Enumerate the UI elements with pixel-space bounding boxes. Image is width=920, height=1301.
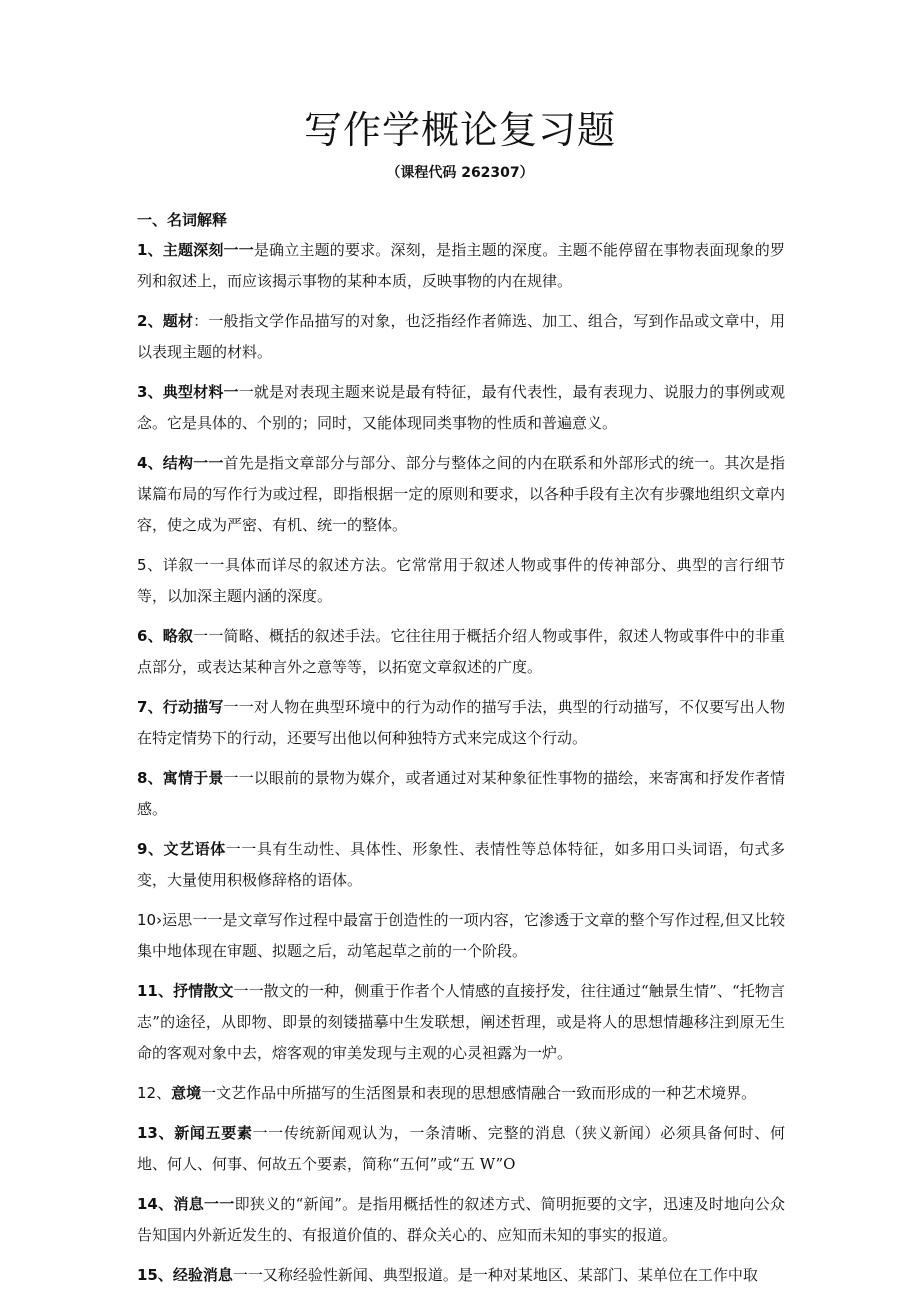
definition-entry: [137, 976, 785, 1069]
document-title: 写作学概论复习题: [303, 108, 616, 152]
entry-number: 5、: [137, 556, 163, 574]
entry-number: 15、: [137, 1266, 173, 1284]
definition-entry: [137, 621, 785, 683]
entry-text: 一一简略、概括的叙述手法。它往往用于概括介绍人物或事件，叙述人物或事件中的非重点部分，或表达某种言外之意等等，以拓宽文章叙述的广度。: [137, 627, 785, 676]
definition-entry: [137, 692, 785, 754]
entry-number: 13、: [137, 1124, 175, 1142]
entry-text: 一一具有生动性、具体性、形象性、表情性等总体特征，如多用口头词语，句式多变，大量使用积极修辞格的语体。: [137, 840, 785, 889]
entry-text: 具体而详尽的叙述方法。它常常用于叙述人物或事件的传神部分、典型的言行细节等，以加深主题内涵的深度。: [137, 556, 785, 605]
entry-text: 一一传统新闻观认为，一条清晰、完整的消息（狭义新闻）必须具备何时、何地、何人、何事、何故五个要素，简称“五何”或“五 W”O: [137, 1124, 785, 1173]
entry-text: 一一散文的一种，侧重于作者个人情感的直接抒发，往往通过“触景生情”、“托物言志”的途径，从即物、即景的刻镂描摹中生发联想，阐述哲理，或是将人的思想情趣移注到原无生命的客观对象中去，熔客观的审美发现与主观的心灵袒露为一炉。: [137, 982, 786, 1062]
term-definition-list: [137, 235, 785, 1300]
course-code-subtitle: （课程代码 262307）: [386, 165, 534, 181]
definition-entry: [137, 306, 785, 368]
entry-number: 11、: [137, 982, 174, 1000]
entry-term: 新闻五要素: [174, 1124, 253, 1142]
entry-number: 8、: [137, 769, 163, 787]
entry-term: 消息一一: [173, 1195, 235, 1213]
entry-term: 主题深刻一一: [162, 241, 254, 259]
entry-term: 略叙: [162, 627, 194, 645]
definition-entry: [137, 1078, 785, 1109]
entry-text: 是文章写作过程中最富于创造性的一项内容，它渗透于文章的整个写作过程,但又比较集中地体现在审题、拟题之后，动笔起草之前的一个阶段。: [137, 911, 785, 960]
entry-text: 一一又称经验性新闻、典型报道。是一种对某地区、某部门、某单位在工作中取: [232, 1266, 758, 1284]
entry-term: 结构一一: [162, 454, 224, 472]
entry-number: 12、: [137, 1084, 172, 1102]
entry-text: 一一对人物在典型环境中的行为动作的描写手法，典型的行动描写，不仅要写出人物在特定情势下的行动，还要写出他以何种独特方式来完成这个行动。: [137, 698, 785, 747]
entry-term: 详叙一一: [162, 556, 225, 574]
definition-entry: [137, 448, 785, 541]
entry-term: 运思一一: [162, 911, 223, 929]
entry-text: 首先是指文章部分与部分、部分与整体之间的内在联系和外部形式的统一。其次是指谋篇布局的写作行为或过程，即指根据一定的原则和要求，以各种手段有主次有步骤地组织文章内容，使之成为严密、有机、统一的整体。: [137, 454, 785, 534]
entry-term: 题材: [162, 312, 194, 330]
section-heading: 一、名词解释: [137, 211, 228, 229]
entry-term: 寓情于景: [162, 769, 224, 787]
entry-text: 即狭义的“新闻”。是指用概括性的叙述方式、简明扼要的文字，迅速及时地向公众告知国内外新近发生的、有报道价值的、群众关心的、应知而未知的事实的报道。: [137, 1195, 785, 1244]
entry-term: 行动描写: [162, 698, 224, 716]
entry-number: 14、: [137, 1195, 174, 1213]
entry-term: 意境: [171, 1084, 202, 1102]
definition-entry: [137, 1118, 785, 1180]
entry-number: 4、: [137, 454, 163, 472]
entry-text: 一就是对表现主题来说是最有特征，最有代表性，最有表现力、说服力的事例或观念。它是具体的、个别的；同时，又能体现同类事物的性质和普遍意义。: [137, 383, 785, 432]
entry-number: 3、: [137, 383, 163, 401]
entry-number: 9、: [137, 840, 164, 858]
definition-entry: [137, 834, 785, 896]
entry-number: 1、: [137, 241, 163, 259]
definition-entry: [137, 905, 785, 967]
entry-term: 典型材料一: [162, 383, 239, 401]
entry-term: 文艺语体: [163, 840, 226, 858]
definition-entry: [137, 763, 785, 825]
entry-number: 6、: [137, 627, 163, 645]
definition-entry: [137, 550, 785, 612]
entry-text: 一一以眼前的景物为媒介，或者通过对某种象征性事物的描绘，来寄寓和抒发作者情感。: [137, 769, 785, 818]
definition-entry: [137, 1189, 785, 1251]
definition-entry: [137, 235, 785, 297]
entry-text: ：一般指文学作品描写的对象，也泛指经作者筛选、加工、组合，写到作品或文章中，用以表现主题的材料。: [137, 312, 785, 361]
entry-text: 是确立主题的要求。深刻，是指主题的深度。主题不能停留在事物表面现象的罗列和叙述上，而应该揭示事物的某种本质，反映事物的内在规律。: [137, 241, 785, 290]
entry-term: 抒情散文: [173, 982, 234, 1000]
definition-entry: [137, 1260, 785, 1291]
entry-text: 一文艺作品中所描写的生活图景和表现的思想感情融合一致而形成的一种艺术境界。: [201, 1084, 757, 1102]
definition-entry: [137, 377, 785, 439]
entry-number: 7、: [137, 698, 163, 716]
entry-number: 10›: [137, 911, 163, 929]
entry-number: 2、: [137, 312, 163, 330]
entry-term: 经验消息: [172, 1266, 233, 1284]
